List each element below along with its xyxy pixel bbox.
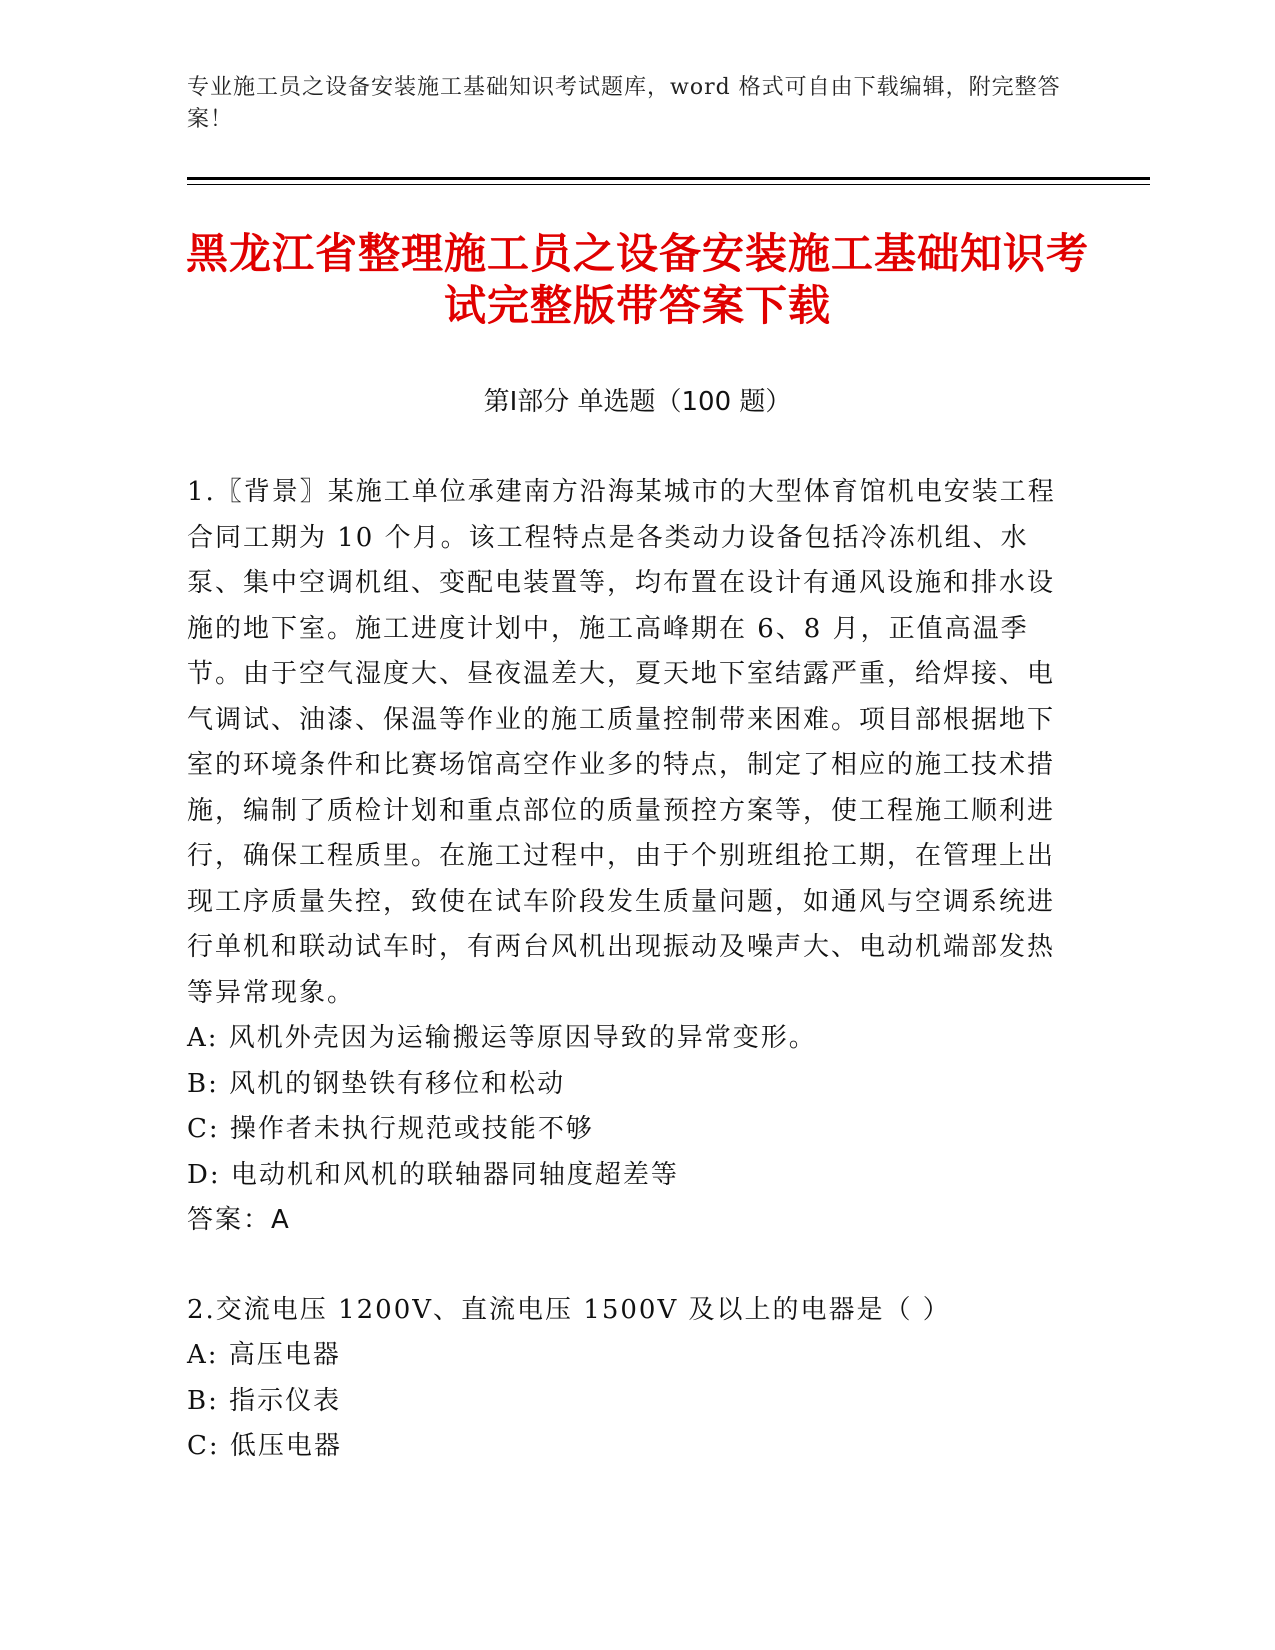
option-d: D: 电动机和风机的联轴器同轴度超差等 [187, 1159, 679, 1190]
header-note: 专业施工员之设备安装施工基础知识考试题库，word 格式可自由下载编辑，附完整答案！ [187, 75, 1061, 132]
question-2 [187, 1288, 1067, 1470]
answer: 答案：A [187, 1205, 291, 1235]
option-c: C: 低压电器 [187, 1431, 342, 1461]
document-title: 黑龙江省整理施工员之设备安装施工基础知识考试完整版带答案下载 [185, 229, 1089, 330]
option-c: C: 操作者未执行规范或技能不够 [187, 1114, 594, 1144]
section-title: 第Ⅰ部分 单选题（100 题） [483, 387, 792, 417]
question-1 [187, 470, 1067, 1244]
question-text: 1.〖背景〗某施工单位承建南方沿海某城市的大型体育馆机电安装工程合同工期为 10 个月。该工程特点是各类动力设备包括冷冻机组、水泵、集中空调机组、变配电装置等，均布置在设计有通风设施和排水设施的地下室。施工进度计划中，施工高峰期在 6、8 月，正值高温季节。由于空气湿度大、昼夜温差大，夏天地下室结露严重，给焊接、电气调试、油漆、保温等作业的施工质量控制带来困难。项目部根据地下室的环境条件和比赛场馆高空作业多的特点，制定了相应的施工技术措施，编制了质检计划和重点部位的质量预控方案等，使工程施工顺利进行，确保工程质里。在施工过程中，由于个别班组抢工期，在管理上出现工序质量失控，致使在试车阶段发生质量问题，如通风与空调系统进行单机和联动试车时，有两台风机出现振动及噪声大、电动机端部发热等异常现象。 [187, 477, 1056, 1008]
option-b: B: 指示仪表 [187, 1385, 342, 1416]
question-text: 2.交流电压 1200V、直流电压 1500V 及以上的电器是（ ） [187, 1294, 951, 1325]
question-spacer [187, 1244, 1067, 1288]
question-list [187, 470, 1067, 1470]
option-b: B: 风机的钢垫铁有移位和松动 [187, 1068, 566, 1099]
option-a: A: 风机外壳因为运输搬运等原因导致的异常变形。 [187, 1023, 817, 1053]
option-a: A: 高压电器 [187, 1340, 341, 1370]
header-rule-thick [187, 177, 1150, 180]
header-rule-thin [187, 184, 1150, 185]
